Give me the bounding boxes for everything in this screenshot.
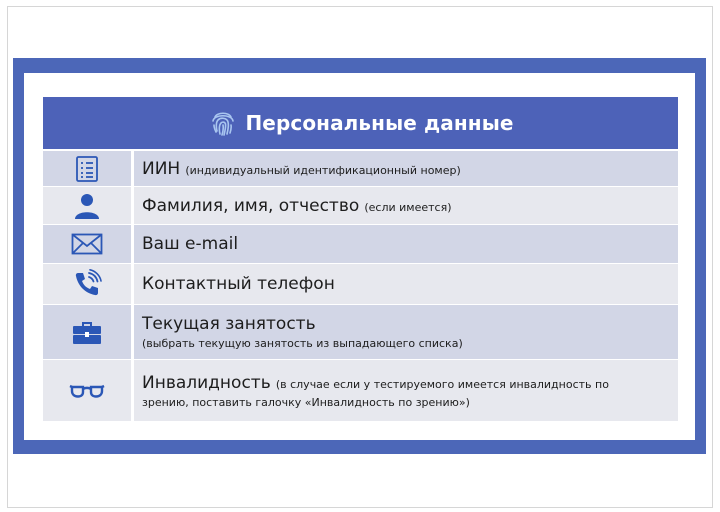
field-name: Текущая занятость [142,314,316,334]
row-text [134,234,238,254]
card-header [43,97,678,149]
field-name: ИИН [142,158,181,179]
field-name: Фамилия, имя, отчество [142,195,360,216]
field-name: Контактный телефон [142,274,335,294]
briefcase-icon [43,305,131,359]
field-note: (в случае если у тестируемого имеется инвалидность по [275,377,609,391]
field-name: Ваш e-mail [142,234,239,254]
row-full-name [43,187,678,224]
row-iin [43,151,678,186]
field-note: (индивидуальный идентификационный номер) [185,163,461,177]
personal-data-card [43,97,678,421]
field-note-continued: зрению, поставить галочку «Инвалидность по зрению») [142,395,470,409]
row-text [134,314,463,350]
field-note: (выбрать текущую занятость из выпадающего списка) [142,337,463,350]
row-text [134,159,461,179]
fingerprint-icon [207,107,239,139]
envelope-icon [43,225,131,263]
row-phone [43,264,678,304]
phone-icon [43,264,131,304]
field-name: Инвалидность [142,372,271,393]
checklist-icon [43,151,131,186]
row-email [43,225,678,263]
card-title: Персональные данные [245,111,514,135]
field-note: (если имеется) [364,200,452,214]
glasses-icon [43,360,131,421]
row-text [134,274,335,294]
row-text [134,196,452,216]
person-icon [43,187,131,224]
row-employment [43,305,678,359]
row-disability [43,360,678,421]
row-text [134,373,609,409]
